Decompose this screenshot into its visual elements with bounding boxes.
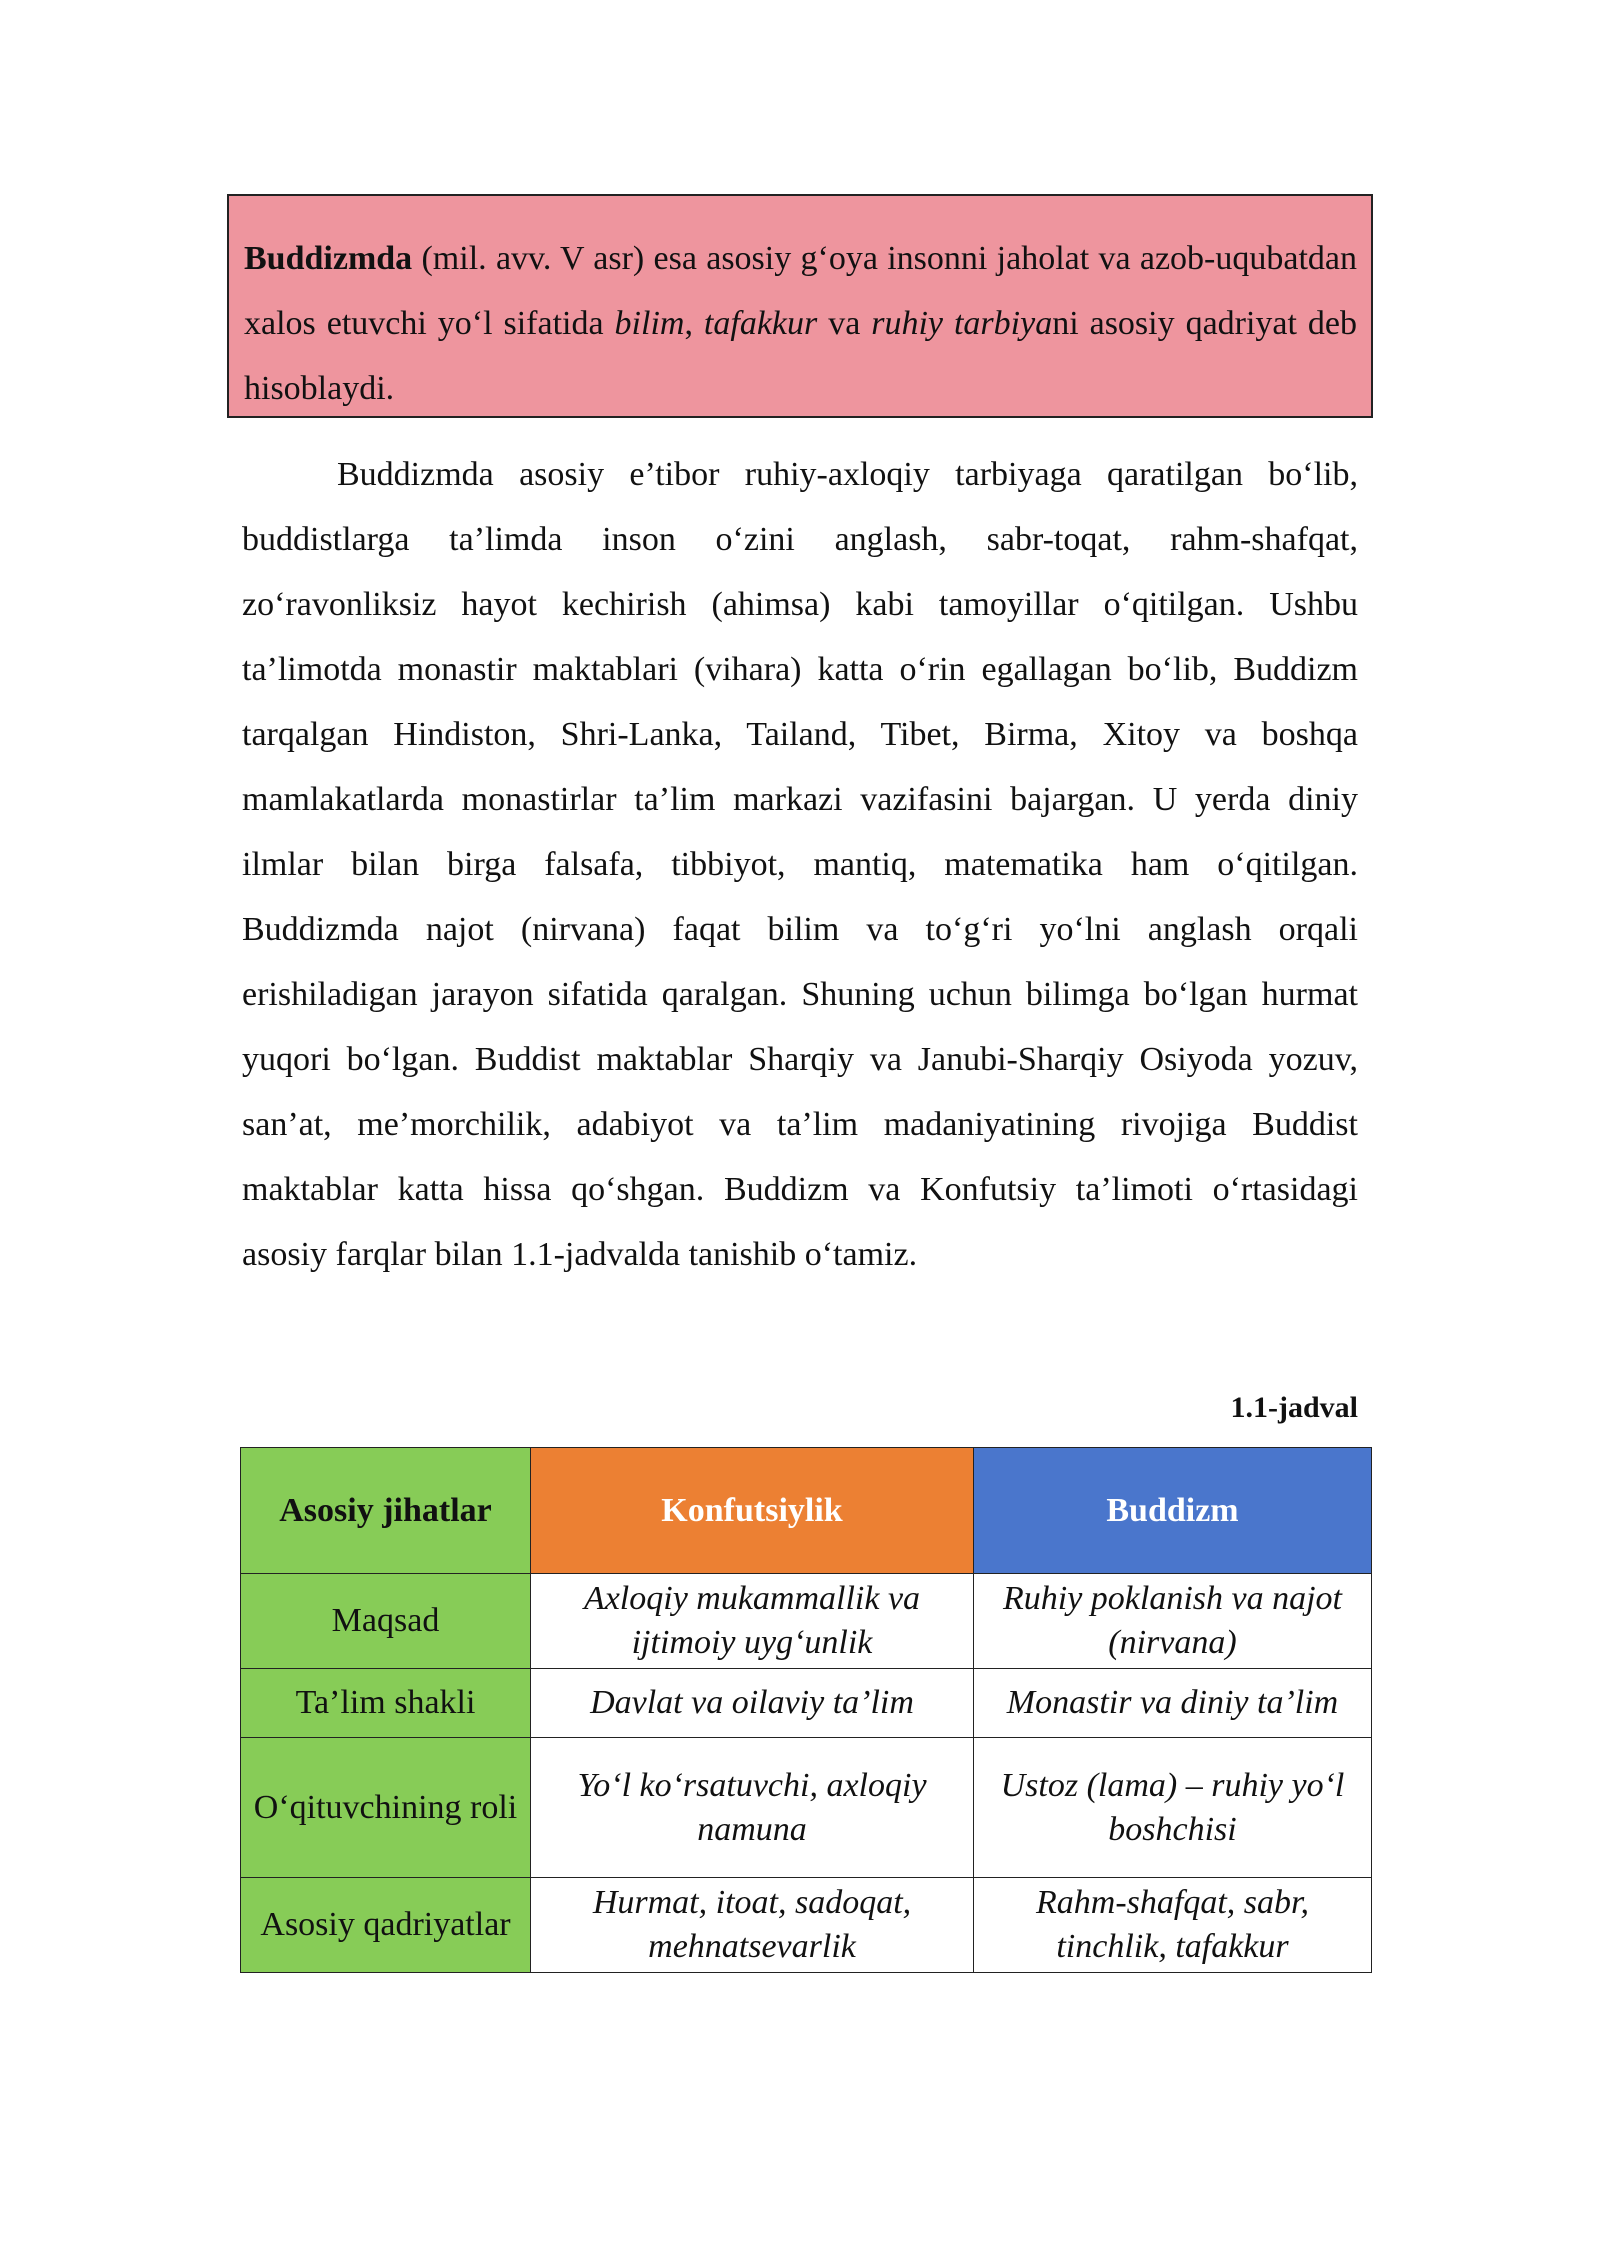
table-row xyxy=(241,1574,1372,1669)
row-aspect: Maqsad xyxy=(241,1574,531,1669)
row-aspect: Asosiy qadriyatlar xyxy=(241,1878,531,1973)
callout-lead-term: Buddizmda xyxy=(244,240,413,277)
table-header-row xyxy=(241,1448,1372,1574)
callout-emphasis-bilim: bilim xyxy=(614,305,685,342)
highlight-box xyxy=(227,194,1373,418)
header-konfutsiylik: Konfutsiylik xyxy=(531,1448,974,1574)
paragraph-text: Buddizmda asosiy e’tibor ruhiy-axloqiy tarbiyaga qaratilgan bo‘lib, buddistlarga ta’limda inson o‘zini anglash, sabr-toqat, rahm-shafqat, zo‘ravonliksiz hayot kechirish (ahimsa) kabi tamoyillar o‘qitilgan. Ushbu ta’limotda monastir maktablari (vihara) katta o‘rin egallagan bo‘lib, Buddizm tarqalgan Hindiston, Shri-Lanka, Tailand, Tibet, Birma, Xitoy va boshqa mamlakatlarda monastirlar ta’lim markazi vazifasini bajargan. U yerda diniy ilmlar bilan birga falsafa, tibbiyot, mantiq, matematika ham o‘qitilgan. Buddizmda najot (nirvana) faqat bilim va to‘g‘ri yo‘lni anglash orqali erishiladigan jarayon sifatida qaralgan. Shuning uchun bilimga bo‘lgan hurmat yuqori bo‘lgan. Buddist maktablar Sharqiy va Janubi-Sharqiy Osiyoda yozuv, san’at, me’morchilik, adabiyot va ta’lim madaniyatining rivojiga Buddist maktablar katta hissa qo‘shgan. Buddizm va Konfutsiy ta’limoti o‘rtasidagi asosiy farqlar bilan 1.1-jadvalda tanishib o‘tamiz. xyxy=(242,456,1358,1273)
header-aspects: Asosiy jihatlar xyxy=(241,1448,531,1574)
table-row xyxy=(241,1878,1372,1973)
konfutsiylik-cell: Hurmat, itoat, sadoqat, mehnatsevarlik xyxy=(531,1878,974,1973)
callout-text: (mil. avv. V asr) esa asosiy g‘oya insonni jaholat va azob-uqubatdan xalos etuvchi yo‘l sifatida xyxy=(244,240,1357,342)
header-buddizm: Buddizm xyxy=(974,1448,1372,1574)
table-row xyxy=(241,1669,1372,1738)
row-aspect: O‘qituvchining roli xyxy=(241,1738,531,1878)
konfutsiylik-cell: Davlat va oilaviy ta’lim xyxy=(531,1669,974,1738)
konfutsiylik-cell: Yo‘l ko‘rsatuvchi, axloqiy namuna xyxy=(531,1738,974,1878)
callout-text-end: ni asosiy qadriyat deb hisoblaydi. xyxy=(244,305,1358,407)
buddizm-cell: Monastir va diniy ta’lim xyxy=(974,1669,1372,1738)
buddizm-cell: Rahm-shafqat, sabr, tinchlik, tafakkur xyxy=(974,1878,1372,1973)
row-aspect: Ta’lim shakli xyxy=(241,1669,531,1738)
table-row xyxy=(241,1738,1372,1878)
callout-emphasis-tafakkur: tafakkur xyxy=(703,305,818,342)
konfutsiylik-cell: Axloqiy mukammallik va ijtimoiy uyg‘unlik xyxy=(531,1574,974,1669)
callout-separator: va xyxy=(817,305,872,342)
callout-emphasis-ruhiy-tarbiya: ruhiy tarbiya xyxy=(871,305,1053,342)
table-caption: 1.1-jadval xyxy=(1230,1391,1358,1424)
body-paragraph xyxy=(242,442,1358,1287)
callout-separator: , xyxy=(684,305,704,342)
buddizm-cell: Ruhiy poklanish va najot (nirvana) xyxy=(974,1574,1372,1669)
comparison-table xyxy=(240,1447,1372,1973)
buddizm-cell: Ustoz (lama) – ruhiy yo‘l boshchisi xyxy=(974,1738,1372,1878)
